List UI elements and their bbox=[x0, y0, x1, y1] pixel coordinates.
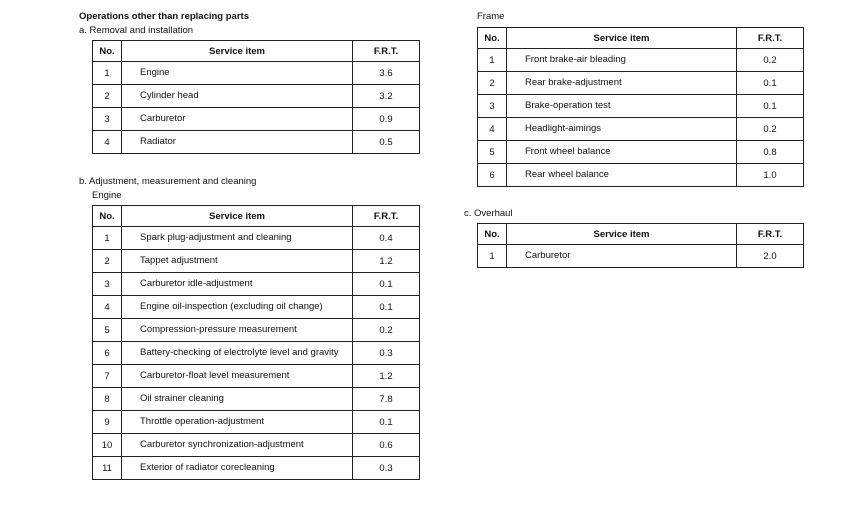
table-row bbox=[93, 434, 420, 457]
frt-value: 0.1 bbox=[353, 411, 420, 434]
service-item: Carburetor idle-adjustment bbox=[122, 273, 353, 296]
service-item-header: Service item bbox=[507, 224, 737, 245]
table-row bbox=[93, 62, 420, 85]
removal-installation-table bbox=[92, 40, 420, 154]
table-row bbox=[478, 141, 804, 164]
frt-value: 1.0 bbox=[737, 164, 804, 187]
service-item: Carburetor synchronization-adjustment bbox=[122, 434, 353, 457]
frt-value: 0.1 bbox=[353, 273, 420, 296]
section-a-label: a. Removal and installation bbox=[79, 25, 194, 36]
row-number: 8 bbox=[93, 388, 122, 411]
service-item-header: Service item bbox=[122, 206, 353, 227]
table-row bbox=[478, 245, 804, 268]
row-number: 5 bbox=[93, 319, 122, 342]
row-number: 1 bbox=[478, 245, 507, 268]
service-item: Exterior of radiator corecleaning bbox=[122, 457, 353, 480]
row-number: 6 bbox=[93, 342, 122, 365]
frt-value: 0.5 bbox=[353, 131, 420, 154]
frt-value: 0.3 bbox=[353, 342, 420, 365]
frt-value: 0.8 bbox=[737, 141, 804, 164]
frt-header: F.R.T. bbox=[737, 28, 804, 49]
row-number: 1 bbox=[93, 227, 122, 250]
service-item: Compression-pressure measurement bbox=[122, 319, 353, 342]
frt-value: 7.8 bbox=[353, 388, 420, 411]
no-header: No. bbox=[93, 206, 122, 227]
service-item: Front brake-air bleading bbox=[507, 49, 737, 72]
engine-table bbox=[92, 205, 420, 480]
frt-value: 3.6 bbox=[353, 62, 420, 85]
service-item: Battery-checking of electrolyte level and gravity bbox=[122, 342, 353, 365]
frt-value: 0.6 bbox=[353, 434, 420, 457]
service-item: Headlight-aimings bbox=[507, 118, 737, 141]
frt-value: 0.1 bbox=[737, 72, 804, 95]
section-b-label: b. Adjustment, measurement and cleaning bbox=[79, 176, 257, 187]
row-number: 1 bbox=[93, 62, 122, 85]
table-row bbox=[93, 342, 420, 365]
frt-value: 2.0 bbox=[737, 245, 804, 268]
row-number: 2 bbox=[93, 85, 122, 108]
table-row bbox=[93, 108, 420, 131]
row-number: 10 bbox=[93, 434, 122, 457]
row-number: 9 bbox=[93, 411, 122, 434]
row-number: 4 bbox=[478, 118, 507, 141]
header-row bbox=[93, 206, 420, 227]
table-row bbox=[478, 72, 804, 95]
frt-value: 0.4 bbox=[353, 227, 420, 250]
service-item: Engine bbox=[122, 62, 353, 85]
frt-value: 0.3 bbox=[353, 457, 420, 480]
row-number: 3 bbox=[93, 108, 122, 131]
frt-header: F.R.T. bbox=[737, 224, 804, 245]
frt-header: F.R.T. bbox=[353, 206, 420, 227]
header-row bbox=[93, 41, 420, 62]
table-row bbox=[93, 319, 420, 342]
table-row bbox=[478, 95, 804, 118]
row-number: 2 bbox=[478, 72, 507, 95]
table-row bbox=[93, 85, 420, 108]
no-header: No. bbox=[478, 28, 507, 49]
service-item: Carburetor bbox=[507, 245, 737, 268]
table-row bbox=[93, 457, 420, 480]
frt-value: 1.2 bbox=[353, 365, 420, 388]
service-item: Oil strainer cleaning bbox=[122, 388, 353, 411]
frame-table bbox=[477, 27, 804, 187]
row-number: 11 bbox=[93, 457, 122, 480]
frt-value: 0.1 bbox=[353, 296, 420, 319]
table-row bbox=[93, 296, 420, 319]
service-item: Front wheel balance bbox=[507, 141, 737, 164]
row-number: 7 bbox=[93, 365, 122, 388]
no-header: No. bbox=[478, 224, 507, 245]
frt-value: 0.9 bbox=[353, 108, 420, 131]
table-row bbox=[478, 49, 804, 72]
row-number: 3 bbox=[93, 273, 122, 296]
main-title: Operations other than replacing parts bbox=[79, 11, 249, 22]
row-number: 3 bbox=[478, 95, 507, 118]
table-row bbox=[93, 273, 420, 296]
row-number: 4 bbox=[93, 131, 122, 154]
frame-label: Frame bbox=[477, 11, 505, 22]
service-item: Carburetor bbox=[122, 108, 353, 131]
service-item: Radiator bbox=[122, 131, 353, 154]
table-row bbox=[478, 164, 804, 187]
service-item-header: Service item bbox=[507, 28, 737, 49]
service-item: Rear brake-adjustment bbox=[507, 72, 737, 95]
overhaul-table bbox=[477, 223, 804, 268]
service-item: Carburetor-float level measurement bbox=[122, 365, 353, 388]
service-item: Brake-operation test bbox=[507, 95, 737, 118]
service-item-header: Service item bbox=[122, 41, 353, 62]
table-row bbox=[478, 118, 804, 141]
service-item: Engine oil-inspection (excluding oil change) bbox=[122, 296, 353, 319]
service-item: Spark plug-adjustment and cleaning bbox=[122, 227, 353, 250]
frt-value: 0.1 bbox=[737, 95, 804, 118]
service-item: Cylinder head bbox=[122, 85, 353, 108]
row-number: 5 bbox=[478, 141, 507, 164]
frt-value: 0.2 bbox=[353, 319, 420, 342]
table-row bbox=[93, 388, 420, 411]
row-number: 1 bbox=[478, 49, 507, 72]
row-number: 6 bbox=[478, 164, 507, 187]
table-row bbox=[93, 365, 420, 388]
header-row bbox=[478, 224, 804, 245]
row-number: 4 bbox=[93, 296, 122, 319]
frt-value: 0.2 bbox=[737, 118, 804, 141]
table-row bbox=[93, 411, 420, 434]
header-row bbox=[478, 28, 804, 49]
frt-value: 1.2 bbox=[353, 250, 420, 273]
frt-header: F.R.T. bbox=[353, 41, 420, 62]
frt-value: 0.2 bbox=[737, 49, 804, 72]
service-item: Rear wheel balance bbox=[507, 164, 737, 187]
table-row bbox=[93, 250, 420, 273]
table-row bbox=[93, 131, 420, 154]
frt-value: 3.2 bbox=[353, 85, 420, 108]
no-header: No. bbox=[93, 41, 122, 62]
service-item: Tappet adjustment bbox=[122, 250, 353, 273]
service-item: Throttle operation-adjustment bbox=[122, 411, 353, 434]
section-c-label: c. Overhaul bbox=[464, 208, 513, 219]
table-row bbox=[93, 227, 420, 250]
engine-label: Engine bbox=[92, 190, 122, 201]
row-number: 2 bbox=[93, 250, 122, 273]
